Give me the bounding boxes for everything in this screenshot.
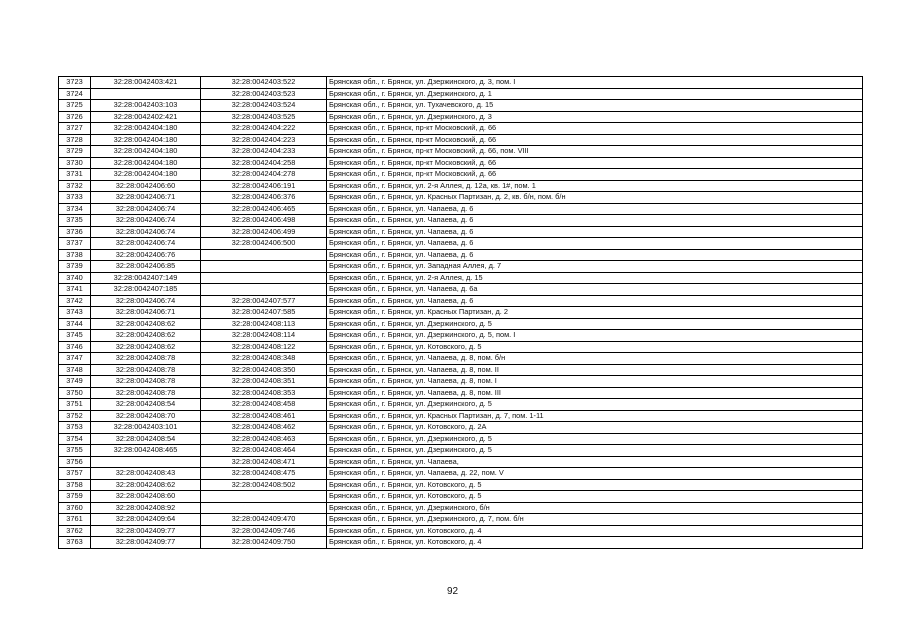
cadastral-number-cell: 32:28:0042406:500 (201, 238, 327, 250)
cadastral-number-cell: 32:28:0042409:746 (201, 525, 327, 537)
address-cell: Брянская обл., г. Брянск, пр-кт Московский, д. 66, пом. VIII (327, 146, 863, 158)
row-number-cell: 3740 (59, 272, 91, 284)
parent-cadastral-number-cell: 32:28:0042406:74 (91, 203, 201, 215)
parent-cadastral-number-cell: 32:28:0042404:180 (91, 123, 201, 135)
row-number-cell: 3737 (59, 238, 91, 250)
cadastral-number-cell: 32:28:0042408:502 (201, 479, 327, 491)
address-cell: Брянская обл., г. Брянск, ул. Дзержинского, д. 5 (327, 318, 863, 330)
row-number-cell: 3732 (59, 180, 91, 192)
table-row (59, 525, 863, 537)
address-cell: Брянская обл., г. Брянск, ул. Чапаева, д. 6 (327, 215, 863, 227)
cadastral-number-cell: 32:28:0042404:278 (201, 169, 327, 181)
address-cell: Брянская обл., г. Брянск, ул. Красных Партизан, д. 2 (327, 307, 863, 319)
parent-cadastral-number-cell: 32:28:0042403:101 (91, 422, 201, 434)
table-row (59, 134, 863, 146)
row-number-cell: 3734 (59, 203, 91, 215)
cadastral-number-cell: 32:28:0042407:577 (201, 295, 327, 307)
parent-cadastral-number-cell (91, 456, 201, 468)
table-row (59, 399, 863, 411)
address-cell: Брянская обл., г. Брянск, ул. Котовского, д. 2А (327, 422, 863, 434)
address-cell: Брянская обл., г. Брянск, пр-кт Московский, д. 66 (327, 134, 863, 146)
table-row (59, 491, 863, 503)
parent-cadastral-number-cell: 32:28:0042408:465 (91, 445, 201, 457)
parent-cadastral-number-cell: 32:28:0042406:74 (91, 215, 201, 227)
address-cell: Брянская обл., г. Брянск, ул. Дзержинского, д. 7, пом. б/н (327, 514, 863, 526)
table-row (59, 88, 863, 100)
table-row (59, 479, 863, 491)
table-row (59, 376, 863, 388)
cadastral-number-cell: 32:28:0042408:471 (201, 456, 327, 468)
table-row (59, 514, 863, 526)
table-row (59, 468, 863, 480)
table-row (59, 77, 863, 89)
address-cell: Брянская обл., г. Брянск, ул. Котовского, д. 5 (327, 341, 863, 353)
cadastral-number-cell: 32:28:0042409:750 (201, 537, 327, 549)
row-number-cell: 3741 (59, 284, 91, 296)
address-cell: Брянская обл., г. Брянск, ул. Котовского, д. 4 (327, 525, 863, 537)
registry-table-container (58, 76, 862, 549)
parent-cadastral-number-cell: 32:28:0042406:85 (91, 261, 201, 273)
row-number-cell: 3759 (59, 491, 91, 503)
address-cell: Брянская обл., г. Брянск, ул. Котовского, д. 5 (327, 491, 863, 503)
row-number-cell: 3762 (59, 525, 91, 537)
row-number-cell: 3730 (59, 157, 91, 169)
parent-cadastral-number-cell: 32:28:0042407:149 (91, 272, 201, 284)
row-number-cell: 3729 (59, 146, 91, 158)
row-number-cell: 3753 (59, 422, 91, 434)
cadastral-number-cell: 32:28:0042403:523 (201, 88, 327, 100)
row-number-cell: 3743 (59, 307, 91, 319)
cadastral-number-cell: 32:28:0042409:470 (201, 514, 327, 526)
table-row (59, 353, 863, 365)
table-row (59, 364, 863, 376)
parent-cadastral-number-cell: 32:28:0042404:180 (91, 146, 201, 158)
table-row (59, 169, 863, 181)
cadastral-number-cell (201, 249, 327, 261)
address-cell: Брянская обл., г. Брянск, ул. Дзержинского, д. 3 (327, 111, 863, 123)
address-cell: Брянская обл., г. Брянск, пр-кт Московский, д. 66 (327, 169, 863, 181)
cadastral-number-cell: 32:28:0042408:463 (201, 433, 327, 445)
parent-cadastral-number-cell: 32:28:0042406:71 (91, 307, 201, 319)
cadastral-number-cell: 32:28:0042404:258 (201, 157, 327, 169)
parent-cadastral-number-cell (91, 88, 201, 100)
cadastral-number-cell: 32:28:0042403:524 (201, 100, 327, 112)
address-cell: Брянская обл., г. Брянск, ул. Котовского, д. 5 (327, 479, 863, 491)
table-row (59, 422, 863, 434)
cadastral-number-cell (201, 284, 327, 296)
cadastral-number-cell: 32:28:0042408:464 (201, 445, 327, 457)
registry-table-body (59, 77, 863, 549)
table-row (59, 341, 863, 353)
parent-cadastral-number-cell: 32:28:0042406:74 (91, 295, 201, 307)
table-row (59, 307, 863, 319)
parent-cadastral-number-cell: 32:28:0042407:185 (91, 284, 201, 296)
row-number-cell: 3727 (59, 123, 91, 135)
address-cell: Брянская обл., г. Брянск, пр-кт Московский, д. 66 (327, 123, 863, 135)
table-row (59, 284, 863, 296)
cadastral-number-cell: 32:28:0042408:113 (201, 318, 327, 330)
row-number-cell: 3725 (59, 100, 91, 112)
parent-cadastral-number-cell: 32:28:0042406:71 (91, 192, 201, 204)
table-row (59, 410, 863, 422)
address-cell: Брянская обл., г. Брянск, ул. Дзержинского, д. 5, пом. I (327, 330, 863, 342)
cadastral-number-cell: 32:28:0042406:191 (201, 180, 327, 192)
table-row (59, 330, 863, 342)
address-cell: Брянская обл., г. Брянск, ул. Котовского, д. 4 (327, 537, 863, 549)
row-number-cell: 3756 (59, 456, 91, 468)
address-cell: Брянская обл., г. Брянск, ул. Чапаева, д. 8, пом. I (327, 376, 863, 388)
parent-cadastral-number-cell: 32:28:0042404:180 (91, 134, 201, 146)
cadastral-number-cell: 32:28:0042408:350 (201, 364, 327, 376)
registry-table (58, 76, 863, 549)
row-number-cell: 3747 (59, 353, 91, 365)
address-cell: Брянская обл., г. Брянск, ул. Дзержинского, д. 5 (327, 399, 863, 411)
address-cell: Брянская обл., г. Брянск, ул. Чапаева, д. 6 (327, 249, 863, 261)
cadastral-number-cell: 32:28:0042408:461 (201, 410, 327, 422)
parent-cadastral-number-cell: 32:28:0042408:62 (91, 479, 201, 491)
table-row (59, 456, 863, 468)
parent-cadastral-number-cell: 32:28:0042408:70 (91, 410, 201, 422)
parent-cadastral-number-cell: 32:28:0042408:54 (91, 433, 201, 445)
cadastral-number-cell: 32:28:0042403:522 (201, 77, 327, 89)
row-number-cell: 3726 (59, 111, 91, 123)
table-row (59, 537, 863, 549)
address-cell: Брянская обл., г. Брянск, ул. Красных Партизан, д. 7, пом. 1-11 (327, 410, 863, 422)
row-number-cell: 3736 (59, 226, 91, 238)
row-number-cell: 3748 (59, 364, 91, 376)
cadastral-number-cell (201, 491, 327, 503)
row-number-cell: 3749 (59, 376, 91, 388)
address-cell: Брянская обл., г. Брянск, ул. Чапаева, д. 22, пом. V (327, 468, 863, 480)
row-number-cell: 3742 (59, 295, 91, 307)
row-number-cell: 3731 (59, 169, 91, 181)
cadastral-number-cell: 32:28:0042408:353 (201, 387, 327, 399)
address-cell: Брянская обл., г. Брянск, ул. Чапаева, д. 6 (327, 238, 863, 250)
row-number-cell: 3763 (59, 537, 91, 549)
row-number-cell: 3750 (59, 387, 91, 399)
row-number-cell: 3751 (59, 399, 91, 411)
row-number-cell: 3733 (59, 192, 91, 204)
cadastral-number-cell: 32:28:0042406:465 (201, 203, 327, 215)
table-row (59, 226, 863, 238)
parent-cadastral-number-cell: 32:28:0042408:92 (91, 502, 201, 514)
table-row (59, 249, 863, 261)
parent-cadastral-number-cell: 32:28:0042408:60 (91, 491, 201, 503)
parent-cadastral-number-cell: 32:28:0042408:78 (91, 364, 201, 376)
address-cell: Брянская обл., г. Брянск, ул. Чапаева, д. 8, пом. III (327, 387, 863, 399)
cadastral-number-cell: 32:28:0042406:499 (201, 226, 327, 238)
parent-cadastral-number-cell: 32:28:0042406:76 (91, 249, 201, 261)
cadastral-number-cell: 32:28:0042404:222 (201, 123, 327, 135)
parent-cadastral-number-cell: 32:28:0042404:180 (91, 169, 201, 181)
address-cell: Брянская обл., г. Брянск, ул. Чапаева, (327, 456, 863, 468)
row-number-cell: 3754 (59, 433, 91, 445)
parent-cadastral-number-cell: 32:28:0042406:74 (91, 226, 201, 238)
cadastral-number-cell: 32:28:0042408:351 (201, 376, 327, 388)
row-number-cell: 3739 (59, 261, 91, 273)
table-row (59, 157, 863, 169)
parent-cadastral-number-cell: 32:28:0042408:78 (91, 376, 201, 388)
address-cell: Брянская обл., г. Брянск, ул. Дзержинского, д. 3, пом. I (327, 77, 863, 89)
cadastral-number-cell: 32:28:0042406:376 (201, 192, 327, 204)
cadastral-number-cell: 32:28:0042408:462 (201, 422, 327, 434)
parent-cadastral-number-cell: 32:28:0042406:60 (91, 180, 201, 192)
address-cell: Брянская обл., г. Брянск, ул. 2-я Аллея, д. 12а, кв. 1#, пом. 1 (327, 180, 863, 192)
row-number-cell: 3723 (59, 77, 91, 89)
row-number-cell: 3760 (59, 502, 91, 514)
cadastral-number-cell (201, 261, 327, 273)
address-cell: Брянская обл., г. Брянск, ул. Чапаева, д. 6 (327, 295, 863, 307)
cadastral-number-cell: 32:28:0042408:122 (201, 341, 327, 353)
table-row (59, 203, 863, 215)
parent-cadastral-number-cell: 32:28:0042403:421 (91, 77, 201, 89)
table-row (59, 318, 863, 330)
row-number-cell: 3744 (59, 318, 91, 330)
address-cell: Брянская обл., г. Брянск, ул. Западная Аллея, д. 7 (327, 261, 863, 273)
table-row (59, 192, 863, 204)
table-row (59, 180, 863, 192)
table-row (59, 238, 863, 250)
address-cell: Брянская обл., г. Брянск, ул. 2-я Аллея, д. 15 (327, 272, 863, 284)
address-cell: Брянская обл., г. Брянск, пр-кт Московский, д. 66 (327, 157, 863, 169)
cadastral-number-cell: 32:28:0042404:223 (201, 134, 327, 146)
table-row (59, 261, 863, 273)
parent-cadastral-number-cell: 32:28:0042409:77 (91, 537, 201, 549)
cadastral-number-cell: 32:28:0042408:348 (201, 353, 327, 365)
parent-cadastral-number-cell: 32:28:0042404:180 (91, 157, 201, 169)
table-row (59, 295, 863, 307)
row-number-cell: 3745 (59, 330, 91, 342)
table-row (59, 387, 863, 399)
cadastral-number-cell (201, 502, 327, 514)
cadastral-number-cell: 32:28:0042408:114 (201, 330, 327, 342)
row-number-cell: 3758 (59, 479, 91, 491)
table-row (59, 215, 863, 227)
address-cell: Брянская обл., г. Брянск, ул. Дзержинского, д. 5 (327, 433, 863, 445)
cadastral-number-cell: 32:28:0042408:458 (201, 399, 327, 411)
address-cell: Брянская обл., г. Брянск, ул. Чапаева, д. 8, пом. II (327, 364, 863, 376)
cadastral-number-cell: 32:28:0042404:233 (201, 146, 327, 158)
row-number-cell: 3735 (59, 215, 91, 227)
cadastral-number-cell: 32:28:0042403:525 (201, 111, 327, 123)
row-number-cell: 3755 (59, 445, 91, 457)
row-number-cell: 3752 (59, 410, 91, 422)
parent-cadastral-number-cell: 32:28:0042408:62 (91, 341, 201, 353)
parent-cadastral-number-cell: 32:28:0042408:78 (91, 353, 201, 365)
row-number-cell: 3746 (59, 341, 91, 353)
parent-cadastral-number-cell: 32:28:0042409:64 (91, 514, 201, 526)
cadastral-number-cell: 32:28:0042407:585 (201, 307, 327, 319)
row-number-cell: 3757 (59, 468, 91, 480)
address-cell: Брянская обл., г. Брянск, ул. Чапаева, д. 6 (327, 203, 863, 215)
address-cell: Брянская обл., г. Брянск, ул. Красных Партизан, д. 2, кв. б/н, пом. б/н (327, 192, 863, 204)
address-cell: Брянская обл., г. Брянск, ул. Дзержинского, д. 5 (327, 445, 863, 457)
cadastral-number-cell (201, 272, 327, 284)
address-cell: Брянская обл., г. Брянск, ул. Чапаева, д. 6 (327, 226, 863, 238)
parent-cadastral-number-cell: 32:28:0042408:62 (91, 330, 201, 342)
address-cell: Брянская обл., г. Брянск, ул. Тухачевского, д. 15 (327, 100, 863, 112)
row-number-cell: 3761 (59, 514, 91, 526)
table-row (59, 123, 863, 135)
address-cell: Брянская обл., г. Брянск, ул. Чапаева, д. 6а (327, 284, 863, 296)
parent-cadastral-number-cell: 32:28:0042409:77 (91, 525, 201, 537)
page-number: 92 (446, 586, 459, 597)
parent-cadastral-number-cell: 32:28:0042402:421 (91, 111, 201, 123)
table-row (59, 445, 863, 457)
table-row (59, 433, 863, 445)
table-row (59, 272, 863, 284)
address-cell: Брянская обл., г. Брянск, ул. Дзержинского, д. 1 (327, 88, 863, 100)
address-cell: Брянская обл., г. Брянск, ул. Дзержинского, б/н (327, 502, 863, 514)
parent-cadastral-number-cell: 32:28:0042408:62 (91, 318, 201, 330)
row-number-cell: 3738 (59, 249, 91, 261)
parent-cadastral-number-cell: 32:28:0042408:78 (91, 387, 201, 399)
parent-cadastral-number-cell: 32:28:0042408:54 (91, 399, 201, 411)
cadastral-number-cell: 32:28:0042408:475 (201, 468, 327, 480)
cadastral-number-cell: 32:28:0042406:498 (201, 215, 327, 227)
parent-cadastral-number-cell: 32:28:0042406:74 (91, 238, 201, 250)
row-number-cell: 3728 (59, 134, 91, 146)
table-row (59, 111, 863, 123)
parent-cadastral-number-cell: 32:28:0042403:103 (91, 100, 201, 112)
parent-cadastral-number-cell: 32:28:0042408:43 (91, 468, 201, 480)
row-number-cell: 3724 (59, 88, 91, 100)
table-row (59, 100, 863, 112)
table-row (59, 146, 863, 158)
address-cell: Брянская обл., г. Брянск, ул. Чапаева, д. 8, пом. б/н (327, 353, 863, 365)
table-row (59, 502, 863, 514)
